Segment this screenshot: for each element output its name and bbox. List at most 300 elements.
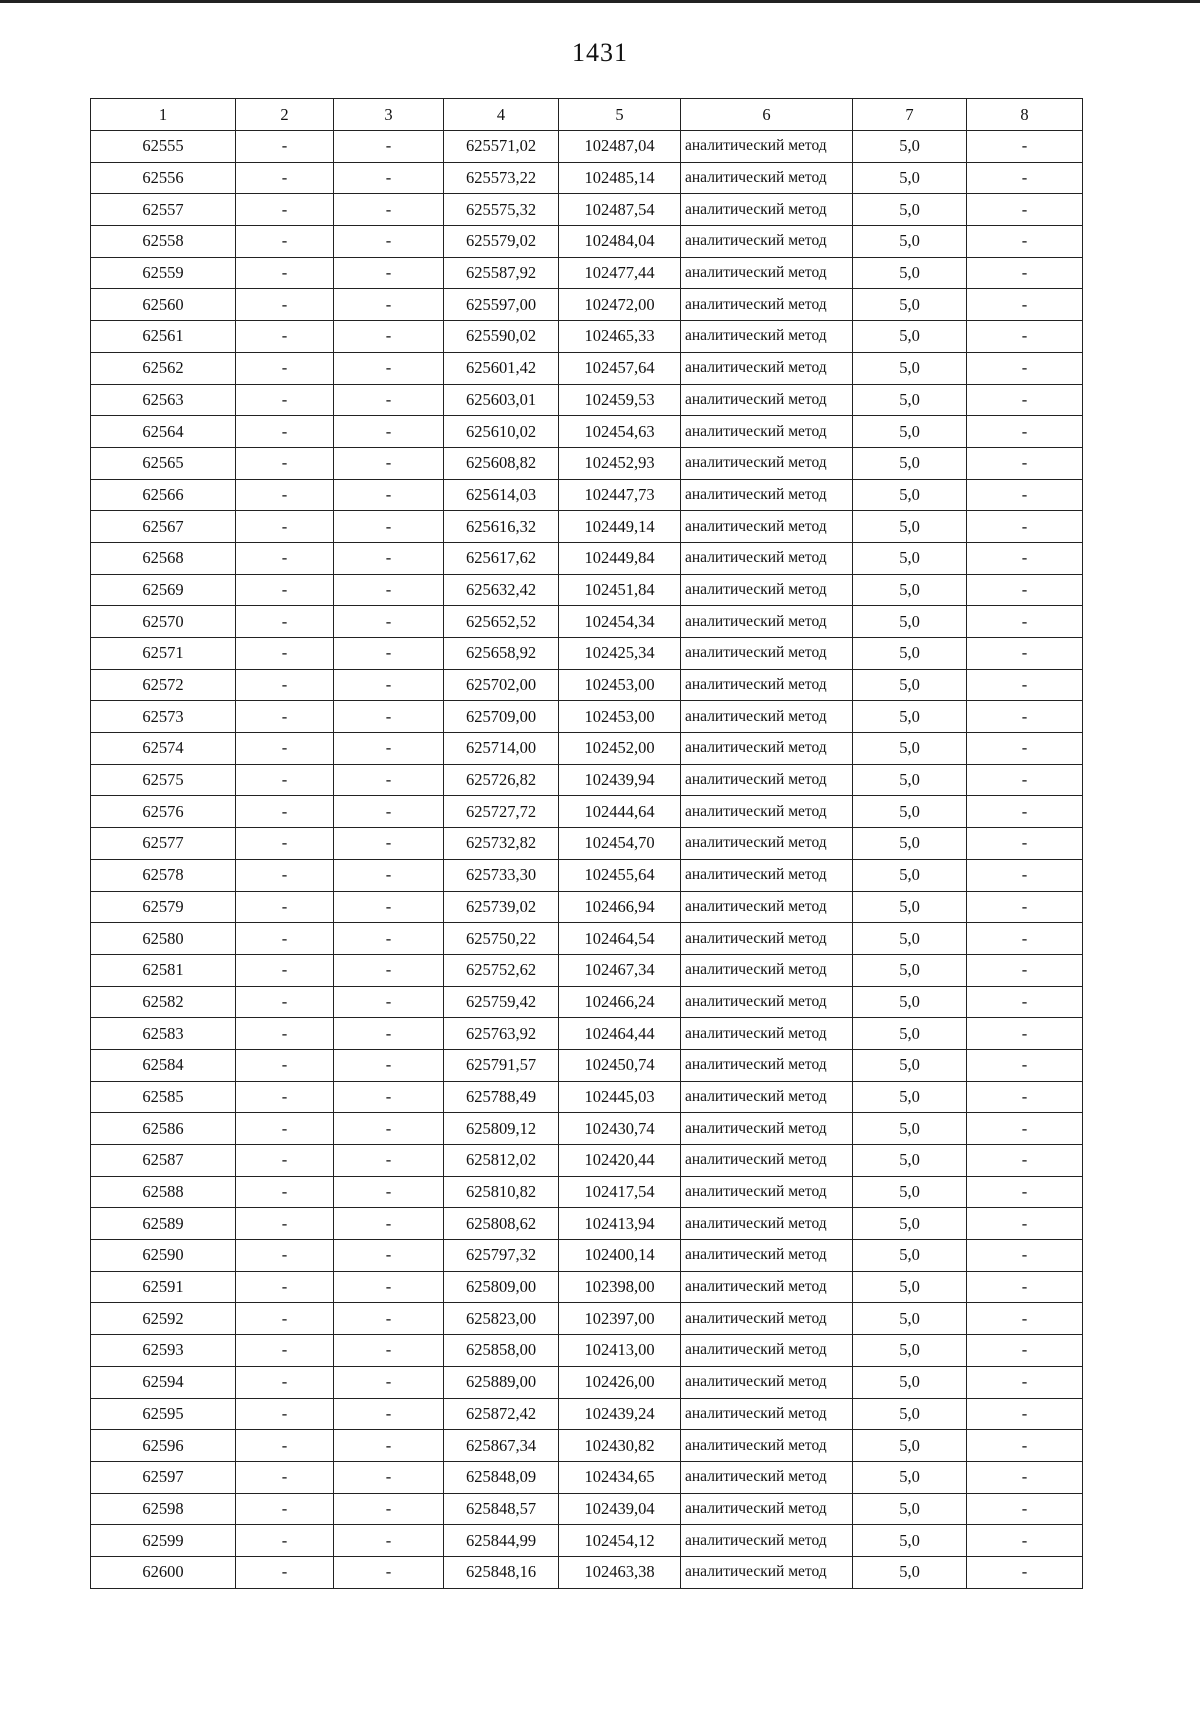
y-coordinate-cell: 102465,33 [559,321,681,353]
col8-cell: - [967,1176,1083,1208]
column-header: 5 [559,99,681,131]
table-row [91,511,1083,543]
accuracy-cell: 5,0 [853,1430,967,1462]
point-number-cell: 62568 [91,542,236,574]
col2-cell: - [236,669,334,701]
method-cell: аналитический метод [681,1525,853,1557]
col2-cell: - [236,1271,334,1303]
method-cell: аналитический метод [681,542,853,574]
method-cell: аналитический метод [681,1303,853,1335]
x-coordinate-cell: 625763,92 [444,1018,559,1050]
table-header-row [91,99,1083,131]
accuracy-cell: 5,0 [853,923,967,955]
table-row [91,638,1083,670]
point-number-cell: 62588 [91,1176,236,1208]
method-cell: аналитический метод [681,321,853,353]
col3-cell: - [334,606,444,638]
accuracy-cell: 5,0 [853,859,967,891]
col2-cell: - [236,194,334,226]
col2-cell: - [236,226,334,258]
accuracy-cell: 5,0 [853,1018,967,1050]
col2-cell: - [236,1556,334,1588]
col3-cell: - [334,954,444,986]
y-coordinate-cell: 102487,04 [559,131,681,163]
col2-cell: - [236,1430,334,1462]
accuracy-cell: 5,0 [853,1303,967,1335]
accuracy-cell: 5,0 [853,257,967,289]
col2-cell: - [236,511,334,543]
table-row [91,606,1083,638]
x-coordinate-cell: 625739,02 [444,891,559,923]
table-row [91,1113,1083,1145]
y-coordinate-cell: 102447,73 [559,479,681,511]
col8-cell: - [967,733,1083,765]
col8-cell: - [967,1335,1083,1367]
x-coordinate-cell: 625658,92 [444,638,559,670]
table-row [91,574,1083,606]
accuracy-cell: 5,0 [853,638,967,670]
accuracy-cell: 5,0 [853,1556,967,1588]
col3-cell: - [334,828,444,860]
col8-cell: - [967,352,1083,384]
point-number-cell: 62560 [91,289,236,321]
x-coordinate-cell: 625603,01 [444,384,559,416]
accuracy-cell: 5,0 [853,891,967,923]
accuracy-cell: 5,0 [853,321,967,353]
x-coordinate-cell: 625601,42 [444,352,559,384]
col2-cell: - [236,606,334,638]
col8-cell: - [967,574,1083,606]
y-coordinate-cell: 102466,94 [559,891,681,923]
y-coordinate-cell: 102452,93 [559,447,681,479]
point-number-cell: 62583 [91,1018,236,1050]
column-header: 2 [236,99,334,131]
method-cell: аналитический метод [681,1271,853,1303]
point-number-cell: 62593 [91,1335,236,1367]
col3-cell: - [334,1208,444,1240]
y-coordinate-cell: 102459,53 [559,384,681,416]
table-row [91,1176,1083,1208]
y-coordinate-cell: 102434,65 [559,1461,681,1493]
col3-cell: - [334,1145,444,1177]
x-coordinate-cell: 625702,00 [444,669,559,701]
col8-cell: - [967,479,1083,511]
col8-cell: - [967,542,1083,574]
y-coordinate-cell: 102466,24 [559,986,681,1018]
y-coordinate-cell: 102400,14 [559,1240,681,1272]
accuracy-cell: 5,0 [853,479,967,511]
method-cell: аналитический метод [681,352,853,384]
col8-cell: - [967,891,1083,923]
col2-cell: - [236,542,334,574]
x-coordinate-cell: 625759,42 [444,986,559,1018]
accuracy-cell: 5,0 [853,733,967,765]
col8-cell: - [967,194,1083,226]
col8-cell: - [967,1556,1083,1588]
top-border-rule [0,0,1200,3]
x-coordinate-cell: 625867,34 [444,1430,559,1462]
col8-cell: - [967,828,1083,860]
col2-cell: - [236,859,334,891]
col3-cell: - [334,162,444,194]
col8-cell: - [967,1018,1083,1050]
col3-cell: - [334,638,444,670]
col2-cell: - [236,1145,334,1177]
x-coordinate-cell: 625727,72 [444,796,559,828]
col3-cell: - [334,511,444,543]
y-coordinate-cell: 102425,34 [559,638,681,670]
col3-cell: - [334,1461,444,1493]
accuracy-cell: 5,0 [853,1176,967,1208]
y-coordinate-cell: 102453,00 [559,701,681,733]
column-header: 7 [853,99,967,131]
point-number-cell: 62580 [91,923,236,955]
col3-cell: - [334,226,444,258]
table-row [91,1081,1083,1113]
y-coordinate-cell: 102454,70 [559,828,681,860]
y-coordinate-cell: 102464,54 [559,923,681,955]
table-row [91,352,1083,384]
x-coordinate-cell: 625575,32 [444,194,559,226]
accuracy-cell: 5,0 [853,162,967,194]
col2-cell: - [236,701,334,733]
col8-cell: - [967,1303,1083,1335]
coordinates-table [90,98,1083,1589]
col2-cell: - [236,733,334,765]
method-cell: аналитический метод [681,384,853,416]
col8-cell: - [967,1145,1083,1177]
y-coordinate-cell: 102450,74 [559,1049,681,1081]
col2-cell: - [236,923,334,955]
method-cell: аналитический метод [681,1240,853,1272]
col2-cell: - [236,162,334,194]
method-cell: аналитический метод [681,1049,853,1081]
accuracy-cell: 5,0 [853,1049,967,1081]
accuracy-cell: 5,0 [853,447,967,479]
accuracy-cell: 5,0 [853,954,967,986]
col2-cell: - [236,986,334,1018]
method-cell: аналитический метод [681,1556,853,1588]
col3-cell: - [334,479,444,511]
col8-cell: - [967,1461,1083,1493]
col3-cell: - [334,1398,444,1430]
method-cell: аналитический метод [681,131,853,163]
col3-cell: - [334,1430,444,1462]
col8-cell: - [967,162,1083,194]
col8-cell: - [967,859,1083,891]
point-number-cell: 62578 [91,859,236,891]
col2-cell: - [236,574,334,606]
point-number-cell: 62573 [91,701,236,733]
point-number-cell: 62600 [91,1556,236,1588]
col2-cell: - [236,1018,334,1050]
method-cell: аналитический метод [681,162,853,194]
point-number-cell: 62567 [91,511,236,543]
y-coordinate-cell: 102439,04 [559,1493,681,1525]
method-cell: аналитический метод [681,1430,853,1462]
col8-cell: - [967,511,1083,543]
x-coordinate-cell: 625808,62 [444,1208,559,1240]
col2-cell: - [236,1113,334,1145]
x-coordinate-cell: 625733,30 [444,859,559,891]
x-coordinate-cell: 625791,57 [444,1049,559,1081]
col8-cell: - [967,1493,1083,1525]
col3-cell: - [334,733,444,765]
col2-cell: - [236,764,334,796]
method-cell: аналитический метод [681,257,853,289]
col3-cell: - [334,923,444,955]
accuracy-cell: 5,0 [853,1145,967,1177]
col8-cell: - [967,669,1083,701]
accuracy-cell: 5,0 [853,764,967,796]
column-header: 3 [334,99,444,131]
table-row [91,923,1083,955]
table-row [91,986,1083,1018]
point-number-cell: 62566 [91,479,236,511]
table-row [91,764,1083,796]
table-row [91,384,1083,416]
y-coordinate-cell: 102449,14 [559,511,681,543]
point-number-cell: 62569 [91,574,236,606]
y-coordinate-cell: 102487,54 [559,194,681,226]
point-number-cell: 62572 [91,669,236,701]
col2-cell: - [236,131,334,163]
col3-cell: - [334,1303,444,1335]
method-cell: аналитический метод [681,226,853,258]
table-row [91,859,1083,891]
col8-cell: - [967,131,1083,163]
method-cell: аналитический метод [681,574,853,606]
method-cell: аналитический метод [681,828,853,860]
y-coordinate-cell: 102444,64 [559,796,681,828]
y-coordinate-cell: 102472,00 [559,289,681,321]
method-cell: аналитический метод [681,891,853,923]
accuracy-cell: 5,0 [853,416,967,448]
col8-cell: - [967,1366,1083,1398]
method-cell: аналитический метод [681,1113,853,1145]
point-number-cell: 62564 [91,416,236,448]
col3-cell: - [334,669,444,701]
col8-cell: - [967,923,1083,955]
x-coordinate-cell: 625788,49 [444,1081,559,1113]
method-cell: аналитический метод [681,923,853,955]
y-coordinate-cell: 102454,12 [559,1525,681,1557]
col2-cell: - [236,257,334,289]
point-number-cell: 62590 [91,1240,236,1272]
col3-cell: - [334,321,444,353]
point-number-cell: 62559 [91,257,236,289]
x-coordinate-cell: 625614,03 [444,479,559,511]
table-row [91,1430,1083,1462]
method-cell: аналитический метод [681,447,853,479]
col8-cell: - [967,606,1083,638]
table-row [91,131,1083,163]
x-coordinate-cell: 625587,92 [444,257,559,289]
table-row [91,1493,1083,1525]
col3-cell: - [334,289,444,321]
table-body [91,131,1083,1589]
table-row [91,542,1083,574]
accuracy-cell: 5,0 [853,384,967,416]
accuracy-cell: 5,0 [853,606,967,638]
method-cell: аналитический метод [681,1176,853,1208]
method-cell: аналитический метод [681,1335,853,1367]
col2-cell: - [236,1493,334,1525]
col3-cell: - [334,891,444,923]
col8-cell: - [967,1208,1083,1240]
column-header: 6 [681,99,853,131]
col8-cell: - [967,1081,1083,1113]
col3-cell: - [334,701,444,733]
col3-cell: - [334,1113,444,1145]
method-cell: аналитический метод [681,289,853,321]
accuracy-cell: 5,0 [853,542,967,574]
method-cell: аналитический метод [681,986,853,1018]
col8-cell: - [967,1113,1083,1145]
y-coordinate-cell: 102485,14 [559,162,681,194]
x-coordinate-cell: 625652,52 [444,606,559,638]
x-coordinate-cell: 625726,82 [444,764,559,796]
table-row [91,321,1083,353]
table-row [91,416,1083,448]
point-number-cell: 62555 [91,131,236,163]
col8-cell: - [967,1525,1083,1557]
col2-cell: - [236,321,334,353]
accuracy-cell: 5,0 [853,669,967,701]
method-cell: аналитический метод [681,194,853,226]
table-row [91,1240,1083,1272]
method-cell: аналитический метод [681,669,853,701]
col2-cell: - [236,1366,334,1398]
x-coordinate-cell: 625810,82 [444,1176,559,1208]
x-coordinate-cell: 625709,00 [444,701,559,733]
point-number-cell: 62575 [91,764,236,796]
col3-cell: - [334,447,444,479]
table-row [91,733,1083,765]
y-coordinate-cell: 102426,00 [559,1366,681,1398]
x-coordinate-cell: 625732,82 [444,828,559,860]
col3-cell: - [334,1018,444,1050]
accuracy-cell: 5,0 [853,574,967,606]
x-coordinate-cell: 625714,00 [444,733,559,765]
point-number-cell: 62586 [91,1113,236,1145]
method-cell: аналитический метод [681,606,853,638]
y-coordinate-cell: 102467,34 [559,954,681,986]
col3-cell: - [334,1176,444,1208]
col3-cell: - [334,1556,444,1588]
y-coordinate-cell: 102430,74 [559,1113,681,1145]
col2-cell: - [236,1176,334,1208]
table-row [91,669,1083,701]
table-row [91,226,1083,258]
x-coordinate-cell: 625848,16 [444,1556,559,1588]
accuracy-cell: 5,0 [853,194,967,226]
table-row [91,1049,1083,1081]
y-coordinate-cell: 102397,00 [559,1303,681,1335]
accuracy-cell: 5,0 [853,131,967,163]
y-coordinate-cell: 102445,03 [559,1081,681,1113]
y-coordinate-cell: 102455,64 [559,859,681,891]
y-coordinate-cell: 102451,84 [559,574,681,606]
table-row [91,1335,1083,1367]
x-coordinate-cell: 625597,00 [444,289,559,321]
y-coordinate-cell: 102398,00 [559,1271,681,1303]
col3-cell: - [334,194,444,226]
accuracy-cell: 5,0 [853,1335,967,1367]
col3-cell: - [334,131,444,163]
y-coordinate-cell: 102463,38 [559,1556,681,1588]
col8-cell: - [967,1430,1083,1462]
x-coordinate-cell: 625571,02 [444,131,559,163]
accuracy-cell: 5,0 [853,1208,967,1240]
x-coordinate-cell: 625573,22 [444,162,559,194]
x-coordinate-cell: 625610,02 [444,416,559,448]
y-coordinate-cell: 102464,44 [559,1018,681,1050]
table-row [91,828,1083,860]
method-cell: аналитический метод [681,1018,853,1050]
col3-cell: - [334,859,444,891]
col2-cell: - [236,289,334,321]
x-coordinate-cell: 625812,02 [444,1145,559,1177]
accuracy-cell: 5,0 [853,796,967,828]
y-coordinate-cell: 102484,04 [559,226,681,258]
x-coordinate-cell: 625608,82 [444,447,559,479]
table-row [91,162,1083,194]
y-coordinate-cell: 102453,00 [559,669,681,701]
x-coordinate-cell: 625858,00 [444,1335,559,1367]
col2-cell: - [236,1335,334,1367]
col2-cell: - [236,638,334,670]
table-row [91,954,1083,986]
x-coordinate-cell: 625848,57 [444,1493,559,1525]
col3-cell: - [334,1335,444,1367]
col3-cell: - [334,416,444,448]
col2-cell: - [236,447,334,479]
method-cell: аналитический метод [681,1208,853,1240]
x-coordinate-cell: 625752,62 [444,954,559,986]
point-number-cell: 62596 [91,1430,236,1462]
method-cell: аналитический метод [681,1493,853,1525]
column-header: 4 [444,99,559,131]
col3-cell: - [334,1240,444,1272]
point-number-cell: 62574 [91,733,236,765]
method-cell: аналитический метод [681,796,853,828]
col2-cell: - [236,352,334,384]
accuracy-cell: 5,0 [853,1398,967,1430]
col2-cell: - [236,1208,334,1240]
x-coordinate-cell: 625889,00 [444,1366,559,1398]
table-row [91,447,1083,479]
table-row [91,1556,1083,1588]
col3-cell: - [334,1271,444,1303]
point-number-cell: 62592 [91,1303,236,1335]
table-row [91,257,1083,289]
col8-cell: - [967,954,1083,986]
col8-cell: - [967,384,1083,416]
y-coordinate-cell: 102417,54 [559,1176,681,1208]
y-coordinate-cell: 102413,94 [559,1208,681,1240]
accuracy-cell: 5,0 [853,1113,967,1145]
table-row [91,796,1083,828]
col8-cell: - [967,764,1083,796]
accuracy-cell: 5,0 [853,986,967,1018]
col2-cell: - [236,479,334,511]
col8-cell: - [967,986,1083,1018]
x-coordinate-cell: 625844,99 [444,1525,559,1557]
col2-cell: - [236,384,334,416]
col2-cell: - [236,891,334,923]
y-coordinate-cell: 102420,44 [559,1145,681,1177]
